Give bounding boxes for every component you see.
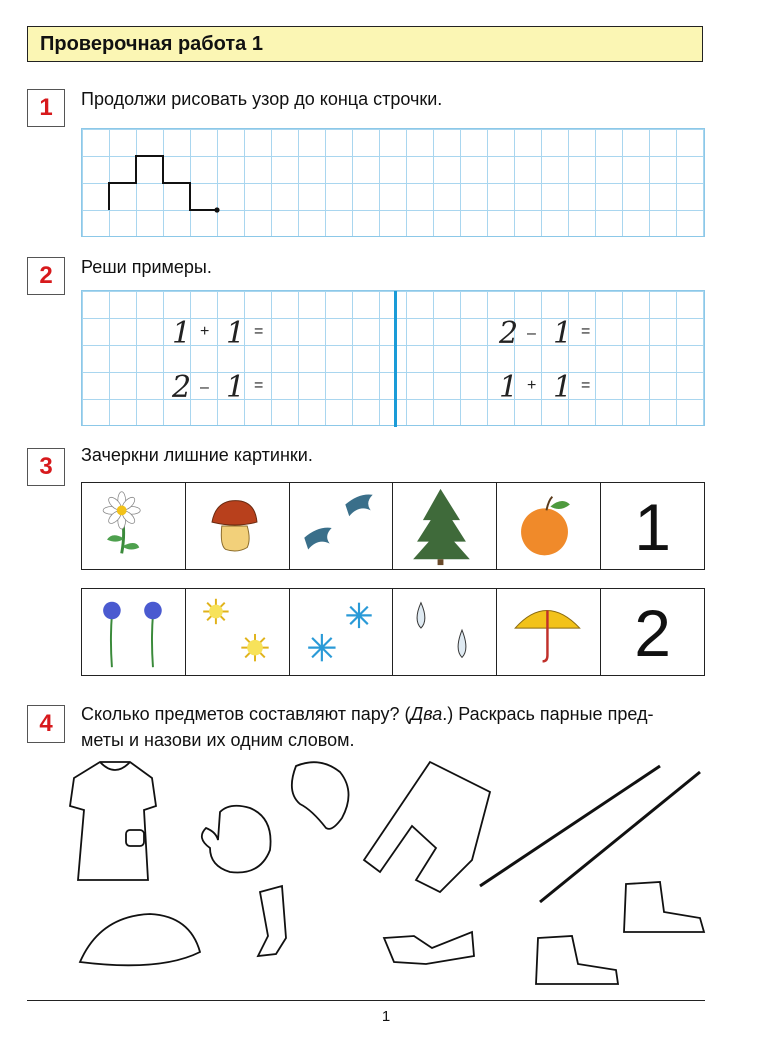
picture-cell[interactable] — [82, 589, 186, 675]
picture-row-2 — [81, 588, 705, 676]
drops-icon — [393, 589, 496, 675]
pattern-grid[interactable] — [81, 128, 705, 237]
task-1-number: 1 — [27, 89, 65, 127]
example-2-operand-b: 1 — [226, 370, 246, 405]
task-2-text: Реши примеры. — [81, 257, 212, 277]
example-2-operand-a: 2 — [172, 370, 192, 405]
picture-cell[interactable] — [497, 483, 601, 569]
examples-grid[interactable] — [81, 290, 705, 426]
example-3-equals: = — [581, 323, 591, 340]
task-4-text-line2: меты и назови их одним словом. — [81, 730, 355, 750]
example-1-operand-b: 1 — [226, 316, 246, 351]
task-2-number: 2 — [27, 257, 65, 295]
example-2-operator: – — [200, 379, 209, 396]
example-3-operator: – — [527, 325, 536, 342]
task-4-number: 4 — [27, 705, 65, 743]
task-4-text-part1: Сколько предметов составляют пару? ( — [81, 704, 411, 724]
fur-hat-drawing — [80, 914, 200, 965]
example-4-equals: = — [581, 377, 591, 394]
page-title: Проверочная работа 1 — [40, 33, 263, 55]
example-1-equals: = — [254, 323, 264, 340]
cornflowers-icon — [82, 589, 185, 675]
task-3-text: Зачеркни лишние картинки. — [81, 445, 313, 465]
clothing-illustrations — [60, 752, 720, 992]
umbrella-icon — [497, 589, 600, 675]
picture-cell-label — [601, 483, 704, 569]
example-1-operand-a: 1 — [172, 316, 192, 351]
trousers-drawing — [364, 762, 490, 892]
row-1-label: 1 — [634, 490, 671, 564]
task-1-text: Продолжи рисовать узор до конца строчки. — [81, 89, 443, 109]
example-3-operand-b: 1 — [553, 316, 573, 351]
example-4-operand-a: 1 — [499, 370, 519, 405]
chamomile-flower-icon — [82, 483, 185, 569]
page-number: 1 — [381, 1008, 391, 1025]
footer-rule — [27, 1000, 705, 1001]
boot-1-drawing — [624, 882, 704, 932]
picture-cell[interactable] — [82, 483, 186, 569]
fir-tree-icon — [393, 483, 496, 569]
apple-icon — [497, 483, 600, 569]
picture-cell[interactable] — [290, 589, 394, 675]
example-2-equals: = — [254, 377, 264, 394]
example-4-operator: + — [527, 377, 537, 394]
example-1-operator: + — [200, 323, 210, 340]
grid-divider-line — [394, 291, 397, 427]
mitten-right-drawing — [292, 762, 349, 829]
snowflakes-icon — [290, 589, 393, 675]
sock-1-drawing — [258, 886, 286, 956]
picture-cell[interactable] — [393, 589, 497, 675]
task-4-text-part2: .) Раскрась парные пред- — [442, 704, 654, 724]
mitten-left-drawing — [202, 806, 271, 873]
dress-drawing — [70, 762, 156, 880]
row-2-label: 2 — [634, 596, 671, 670]
swallows-icon — [290, 483, 393, 569]
picture-cell[interactable] — [393, 483, 497, 569]
picture-cell[interactable] — [186, 589, 290, 675]
task-3-number: 3 — [27, 448, 65, 486]
picture-row-1 — [81, 482, 705, 570]
sock-2-drawing — [384, 932, 474, 964]
worksheet-title-box — [27, 26, 703, 62]
suns-icon — [186, 589, 289, 675]
task-4-text-italic: Два — [410, 704, 443, 724]
picture-cell[interactable] — [290, 483, 394, 569]
example-4-operand-b: 1 — [553, 370, 573, 405]
picture-cell[interactable] — [497, 589, 601, 675]
mushroom-icon — [186, 483, 289, 569]
picture-cell[interactable] — [186, 483, 290, 569]
boot-2-drawing — [536, 936, 618, 984]
picture-cell-label — [601, 589, 704, 675]
example-3-operand-a: 2 — [499, 316, 519, 351]
task-4-text — [81, 701, 711, 753]
pattern-sample — [82, 129, 706, 238]
